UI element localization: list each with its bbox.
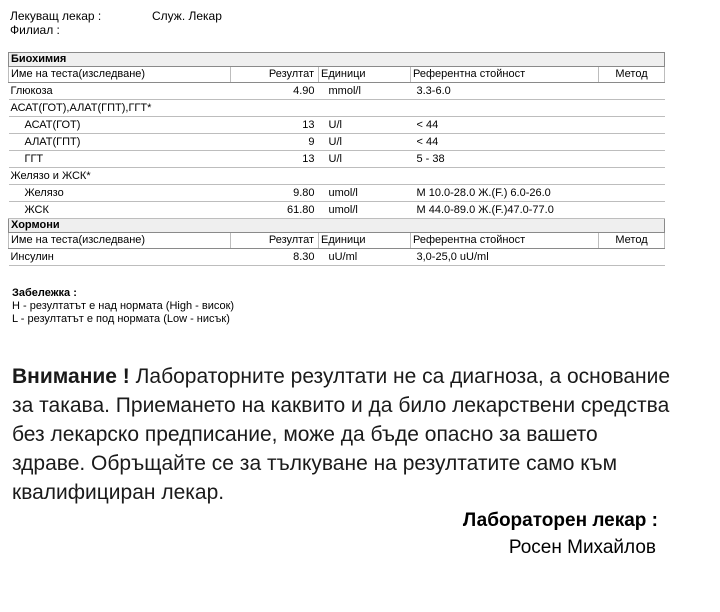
- result-cell: 4.90: [231, 83, 319, 100]
- table-row: [9, 202, 665, 219]
- method-cell: [599, 249, 665, 266]
- col-reference-header: Референтна стойност: [411, 67, 599, 83]
- col-method-header: Метод: [599, 233, 665, 249]
- warning-title: Внимание !: [12, 365, 130, 388]
- method-cell: [599, 151, 665, 168]
- note-low: L - резултатът е под нормата (Low - нисък): [12, 313, 230, 325]
- table-row: [9, 100, 665, 117]
- col-method-header: Метод: [599, 67, 665, 83]
- method-cell: [599, 202, 665, 219]
- test-name-cell: Желязо и ЖСК*: [9, 168, 231, 185]
- col-test-header: Име на теста(изследване): [9, 233, 231, 249]
- units-cell: [319, 100, 411, 117]
- table-row: [9, 249, 665, 266]
- test-name-cell: АСАТ(ГОТ): [9, 117, 231, 134]
- units-cell: U/l: [319, 151, 411, 168]
- col-result-header: Резултат: [231, 67, 319, 83]
- method-cell: [599, 168, 665, 185]
- col-units-header: Единици: [319, 233, 411, 249]
- table-row: [9, 185, 665, 202]
- units-cell: umol/l: [319, 202, 411, 219]
- reference-cell: М 10.0-28.0 Ж.(F.) 6.0-26.0: [411, 185, 599, 202]
- section-header-row: [9, 53, 665, 67]
- test-name-cell: АЛАТ(ГПТ): [9, 134, 231, 151]
- results-body: [9, 53, 665, 266]
- method-cell: [599, 185, 665, 202]
- reference-cell: 5 - 38: [411, 151, 599, 168]
- section-header-row: [9, 219, 665, 233]
- header-doctor-row: [10, 9, 222, 23]
- table-row: [9, 151, 665, 168]
- result-cell: 13: [231, 151, 319, 168]
- note-high: H - резултатът е над нормата (High - висок): [12, 300, 235, 312]
- units-cell: mmol/l: [319, 83, 411, 100]
- method-cell: [599, 100, 665, 117]
- col-units-header: Единици: [319, 67, 411, 83]
- test-name-cell: Глюкоза: [9, 83, 231, 100]
- units-cell: umol/l: [319, 185, 411, 202]
- result-cell: 61.80: [231, 202, 319, 219]
- test-name-cell: ЖСК: [9, 202, 231, 219]
- signer-name: Росен Михайлов: [508, 537, 656, 558]
- result-cell: [231, 168, 319, 185]
- table-row: [9, 168, 665, 185]
- legend-note: [12, 287, 234, 326]
- test-name-cell: Инсулин: [9, 249, 231, 266]
- column-header-row: [9, 233, 665, 249]
- units-cell: uU/ml: [319, 249, 411, 266]
- reference-cell: [411, 168, 599, 185]
- reference-cell: 3,0-25,0 uU/ml: [411, 249, 599, 266]
- table-row: [9, 134, 665, 151]
- col-reference-header: Референтна стойност: [411, 233, 599, 249]
- section-title: Биохимия: [9, 53, 665, 67]
- table-row: [9, 83, 665, 100]
- result-cell: 13: [231, 117, 319, 134]
- result-cell: 9.80: [231, 185, 319, 202]
- units-cell: U/l: [319, 117, 411, 134]
- note-title: Забележка :: [12, 287, 77, 299]
- section-title: Хормони: [9, 219, 665, 233]
- doctor-value: Служ. Лекар: [152, 9, 222, 23]
- reference-cell: 3.3-6.0: [411, 83, 599, 100]
- reference-cell: М 44.0-89.0 Ж.(F.)47.0-77.0: [411, 202, 599, 219]
- reference-cell: < 44: [411, 117, 599, 134]
- method-cell: [599, 117, 665, 134]
- method-cell: [599, 134, 665, 151]
- units-cell: U/l: [319, 134, 411, 151]
- warning-text: Лабораторните резултати не са диагноза, а основание за такава. Приемането на каквито и да било лекарствени средства без лекарско предписание, може да бъде опасно за вашето здраве. Обръщайте се за тълкуване на резултатите само към квалифициран лекар.: [12, 365, 671, 504]
- test-name-cell: АСАТ(ГОТ),АЛАТ(ГПТ),ГГТ*: [9, 100, 231, 117]
- test-name-cell: ГГТ: [9, 151, 231, 168]
- method-cell: [599, 83, 665, 100]
- table-row: [9, 117, 665, 134]
- col-test-header: Име на теста(изследване): [9, 67, 231, 83]
- warning-paragraph: [12, 362, 672, 507]
- results-table: [8, 52, 665, 266]
- col-result-header: Резултат: [231, 233, 319, 249]
- result-cell: 8.30: [231, 249, 319, 266]
- header-branch-row: [10, 23, 60, 37]
- doctor-label: Лекуващ лекар :: [10, 9, 102, 23]
- reference-cell: [411, 100, 599, 117]
- result-cell: [231, 100, 319, 117]
- reference-cell: < 44: [411, 134, 599, 151]
- column-header-row: [9, 67, 665, 83]
- test-name-cell: Желязо: [9, 185, 231, 202]
- result-cell: 9: [231, 134, 319, 151]
- signer-title: Лабораторен лекар :: [462, 510, 658, 531]
- branch-label: Филиал :: [10, 23, 60, 37]
- units-cell: [319, 168, 411, 185]
